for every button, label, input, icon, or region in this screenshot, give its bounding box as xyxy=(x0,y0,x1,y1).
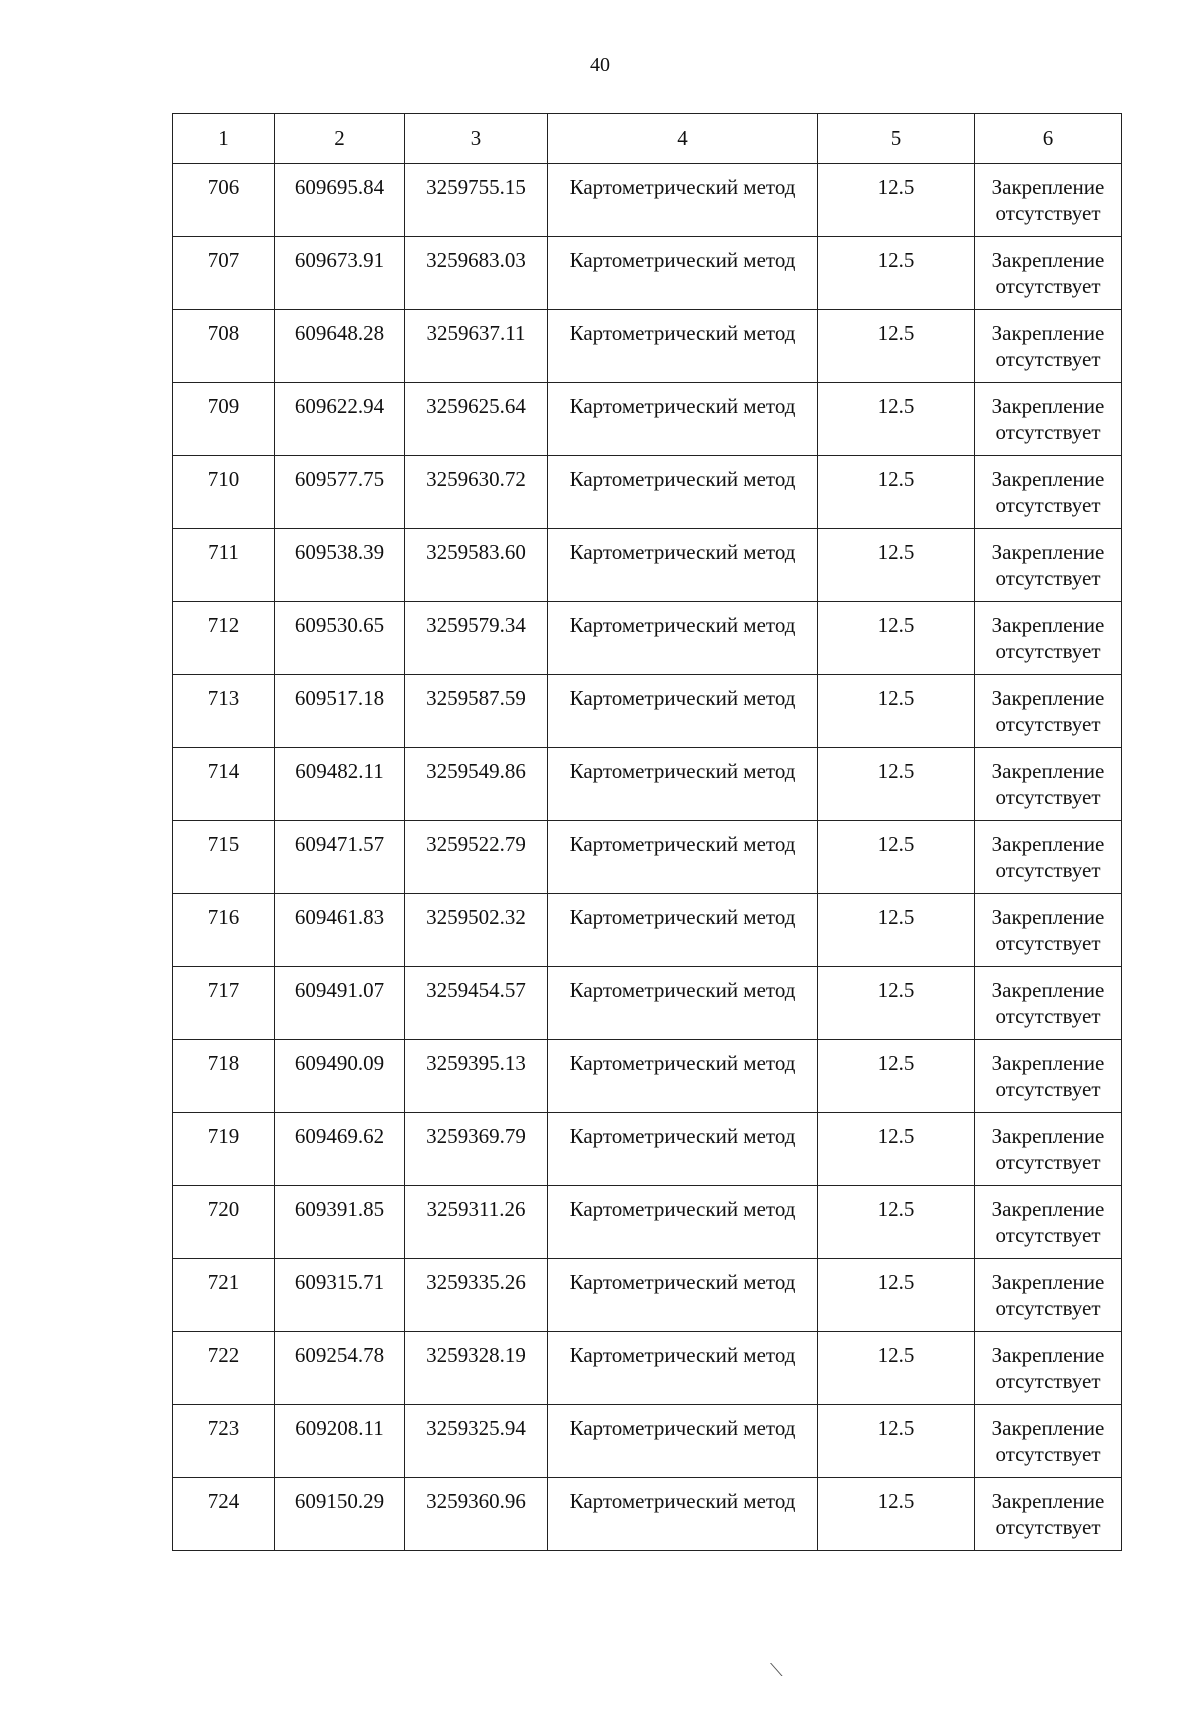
fixing-cell xyxy=(975,529,1122,602)
point-number-cell xyxy=(173,1113,275,1186)
table-row xyxy=(173,894,1122,967)
table-row xyxy=(173,1332,1122,1405)
point-number-cell-text: 720 xyxy=(207,1197,240,1221)
y-coordinate-cell-text: 3259549.86 xyxy=(426,759,526,783)
table-row xyxy=(173,237,1122,310)
header-row xyxy=(173,114,1122,164)
point-number-cell-text: 709 xyxy=(207,394,240,418)
point-number-cell-text: 718 xyxy=(207,1051,240,1075)
method-cell-text: Картометрический метод xyxy=(569,1343,796,1367)
y-coordinate-cell xyxy=(405,237,548,310)
fixing-cell xyxy=(975,1040,1122,1113)
x-coordinate-cell-text: 609491.07 xyxy=(294,978,385,1002)
x-coordinate-cell-text: 609490.09 xyxy=(294,1051,385,1075)
fixing-cell-text: Закрепление отсутствует xyxy=(991,1124,1105,1174)
method-cell xyxy=(548,1478,818,1551)
y-coordinate-cell-text: 3259360.96 xyxy=(426,1489,526,1513)
y-coordinate-cell-text: 3259502.32 xyxy=(426,905,526,929)
header-cell: 3 xyxy=(405,114,548,164)
point-number-cell-text: 710 xyxy=(207,467,240,491)
table-body xyxy=(173,164,1122,1551)
fixing-cell xyxy=(975,894,1122,967)
accuracy-cell-text: 12.5 xyxy=(877,832,915,856)
fixing-cell-text: Закрепление отсутствует xyxy=(991,1051,1105,1101)
accuracy-cell-text: 12.5 xyxy=(877,540,915,564)
table-row xyxy=(173,1040,1122,1113)
point-number-cell-text: 719 xyxy=(207,1124,240,1148)
fixing-cell-text: Закрепление отсутствует xyxy=(991,759,1105,809)
x-coordinate-cell-text: 609695.84 xyxy=(294,175,385,199)
x-coordinate-cell xyxy=(275,1405,405,1478)
accuracy-cell xyxy=(818,310,975,383)
x-coordinate-cell xyxy=(275,821,405,894)
point-number-cell xyxy=(173,1405,275,1478)
fixing-cell xyxy=(975,1113,1122,1186)
point-number-cell-text: 723 xyxy=(207,1416,240,1440)
accuracy-cell xyxy=(818,237,975,310)
x-coordinate-cell xyxy=(275,237,405,310)
fixing-cell-text: Закрепление отсутствует xyxy=(991,175,1105,225)
y-coordinate-cell xyxy=(405,894,548,967)
table-row xyxy=(173,164,1122,237)
accuracy-cell-text: 12.5 xyxy=(877,1270,915,1294)
method-cell-text: Картометрический метод xyxy=(569,175,796,199)
accuracy-cell xyxy=(818,675,975,748)
accuracy-cell xyxy=(818,1478,975,1551)
fixing-cell-text: Закрепление отсутствует xyxy=(991,613,1105,663)
point-number-cell-text: 717 xyxy=(207,978,240,1002)
point-number-cell-text: 721 xyxy=(207,1270,240,1294)
x-coordinate-cell-text: 609315.71 xyxy=(294,1270,385,1294)
method-cell-text: Картометрический метод xyxy=(569,978,796,1002)
point-number-cell xyxy=(173,894,275,967)
fixing-cell-text: Закрепление отсутствует xyxy=(991,1416,1105,1466)
fixing-cell xyxy=(975,1405,1122,1478)
y-coordinate-cell-text: 3259325.94 xyxy=(426,1416,526,1440)
fixing-cell xyxy=(975,310,1122,383)
x-coordinate-cell-text: 609538.39 xyxy=(294,540,385,564)
x-coordinate-cell xyxy=(275,748,405,821)
x-coordinate-cell-text: 609150.29 xyxy=(294,1489,385,1513)
point-number-cell-text: 714 xyxy=(207,759,240,783)
method-cell-text: Картометрический метод xyxy=(569,832,796,856)
coordinates-table xyxy=(172,113,1122,1551)
x-coordinate-cell xyxy=(275,456,405,529)
y-coordinate-cell xyxy=(405,748,548,821)
table-row xyxy=(173,383,1122,456)
y-coordinate-cell xyxy=(405,529,548,602)
fixing-cell-text: Закрепление отсутствует xyxy=(991,394,1105,444)
x-coordinate-cell xyxy=(275,1186,405,1259)
fixing-cell-text: Закрепление отсутствует xyxy=(991,1197,1105,1247)
point-number-cell-text: 711 xyxy=(208,540,239,564)
y-coordinate-cell xyxy=(405,164,548,237)
accuracy-cell xyxy=(818,456,975,529)
header-cell: 6 xyxy=(975,114,1122,164)
fixing-cell-text: Закрепление отсутствует xyxy=(991,1343,1105,1393)
point-number-cell xyxy=(173,602,275,675)
fixing-cell-text: Закрепление отсутствует xyxy=(991,832,1105,882)
method-cell xyxy=(548,748,818,821)
method-cell-text: Картометрический метод xyxy=(569,1416,796,1440)
method-cell-text: Картометрический метод xyxy=(569,1270,796,1294)
point-number-cell xyxy=(173,529,275,602)
header-cell: 1 xyxy=(173,114,275,164)
y-coordinate-cell xyxy=(405,1332,548,1405)
method-cell-text: Картометрический метод xyxy=(569,1124,796,1148)
fixing-cell xyxy=(975,602,1122,675)
method-cell xyxy=(548,1040,818,1113)
x-coordinate-cell-text: 609471.57 xyxy=(294,832,385,856)
fixing-cell xyxy=(975,237,1122,310)
fixing-cell-text: Закрепление отсутствует xyxy=(991,978,1105,1028)
y-coordinate-cell xyxy=(405,1186,548,1259)
y-coordinate-cell xyxy=(405,1405,548,1478)
fixing-cell-text: Закрепление отсутствует xyxy=(991,905,1105,955)
fixing-cell xyxy=(975,1259,1122,1332)
point-number-cell xyxy=(173,748,275,821)
method-cell-text: Картометрический метод xyxy=(569,905,796,929)
method-cell-text: Картометрический метод xyxy=(569,394,796,418)
header-cell: 5 xyxy=(818,114,975,164)
method-cell xyxy=(548,1332,818,1405)
point-number-cell xyxy=(173,1040,275,1113)
x-coordinate-cell-text: 609482.11 xyxy=(295,759,384,783)
method-cell xyxy=(548,821,818,894)
y-coordinate-cell-text: 3259369.79 xyxy=(426,1124,526,1148)
y-coordinate-cell xyxy=(405,602,548,675)
y-coordinate-cell-text: 3259335.26 xyxy=(426,1270,526,1294)
point-number-cell-text: 724 xyxy=(207,1489,240,1513)
table-row xyxy=(173,1405,1122,1478)
accuracy-cell-text: 12.5 xyxy=(877,978,915,1002)
x-coordinate-cell-text: 609461.83 xyxy=(294,905,385,929)
y-coordinate-cell-text: 3259579.34 xyxy=(426,613,526,637)
y-coordinate-cell-text: 3259625.64 xyxy=(426,394,526,418)
y-coordinate-cell xyxy=(405,1113,548,1186)
y-coordinate-cell-text: 3259522.79 xyxy=(426,832,526,856)
point-number-cell xyxy=(173,164,275,237)
accuracy-cell-text: 12.5 xyxy=(877,1343,915,1367)
header-cell: 4 xyxy=(548,114,818,164)
fixing-cell-text: Закрепление отсутствует xyxy=(991,1489,1105,1539)
accuracy-cell xyxy=(818,748,975,821)
table-row xyxy=(173,1113,1122,1186)
accuracy-cell xyxy=(818,967,975,1040)
x-coordinate-cell-text: 609648.28 xyxy=(294,321,385,345)
accuracy-cell-text: 12.5 xyxy=(877,321,915,345)
y-coordinate-cell-text: 3259311.26 xyxy=(426,1197,526,1221)
point-number-cell xyxy=(173,1332,275,1405)
accuracy-cell xyxy=(818,1332,975,1405)
x-coordinate-cell xyxy=(275,164,405,237)
method-cell xyxy=(548,237,818,310)
y-coordinate-cell-text: 3259630.72 xyxy=(426,467,526,491)
method-cell xyxy=(548,967,818,1040)
fixing-cell xyxy=(975,1186,1122,1259)
accuracy-cell-text: 12.5 xyxy=(877,759,915,783)
page-number: 40 xyxy=(590,54,610,76)
method-cell-text: Картометрический метод xyxy=(569,1197,796,1221)
method-cell-text: Картометрический метод xyxy=(569,686,796,710)
accuracy-cell xyxy=(818,602,975,675)
accuracy-cell xyxy=(818,1113,975,1186)
accuracy-cell-text: 12.5 xyxy=(877,1416,915,1440)
method-cell-text: Картометрический метод xyxy=(569,467,796,491)
x-coordinate-cell xyxy=(275,310,405,383)
fixing-cell-text: Закрепление отсутствует xyxy=(991,540,1105,590)
accuracy-cell xyxy=(818,1259,975,1332)
y-coordinate-cell-text: 3259637.11 xyxy=(426,321,526,345)
fixing-cell xyxy=(975,748,1122,821)
point-number-cell xyxy=(173,675,275,748)
y-coordinate-cell xyxy=(405,675,548,748)
point-number-cell-text: 707 xyxy=(207,248,240,272)
point-number-cell-text: 722 xyxy=(207,1343,240,1367)
y-coordinate-cell-text: 3259395.13 xyxy=(426,1051,526,1075)
accuracy-cell-text: 12.5 xyxy=(877,175,915,199)
accuracy-cell-text: 12.5 xyxy=(877,1197,915,1221)
table-row xyxy=(173,748,1122,821)
method-cell xyxy=(548,1405,818,1478)
fixing-cell xyxy=(975,456,1122,529)
table-row xyxy=(173,821,1122,894)
method-cell xyxy=(548,602,818,675)
method-cell-text: Картометрический метод xyxy=(569,613,796,637)
fixing-cell-text: Закрепление отсутствует xyxy=(991,1270,1105,1320)
y-coordinate-cell-text: 3259454.57 xyxy=(426,978,526,1002)
accuracy-cell xyxy=(818,1405,975,1478)
method-cell xyxy=(548,529,818,602)
point-number-cell xyxy=(173,310,275,383)
point-number-cell xyxy=(173,383,275,456)
point-number-cell xyxy=(173,456,275,529)
accuracy-cell xyxy=(818,821,975,894)
accuracy-cell-text: 12.5 xyxy=(877,613,915,637)
x-coordinate-cell-text: 609530.65 xyxy=(294,613,385,637)
point-number-cell xyxy=(173,1259,275,1332)
x-coordinate-cell xyxy=(275,383,405,456)
point-number-cell-text: 708 xyxy=(207,321,240,345)
x-coordinate-cell-text: 609391.85 xyxy=(294,1197,385,1221)
fixing-cell xyxy=(975,675,1122,748)
y-coordinate-cell xyxy=(405,967,548,1040)
fixing-cell xyxy=(975,821,1122,894)
accuracy-cell-text: 12.5 xyxy=(877,1124,915,1148)
scan-mark: ⟍ xyxy=(770,1660,783,1680)
accuracy-cell xyxy=(818,1040,975,1113)
point-number-cell-text: 712 xyxy=(207,613,240,637)
method-cell xyxy=(548,456,818,529)
method-cell xyxy=(548,383,818,456)
accuracy-cell-text: 12.5 xyxy=(877,394,915,418)
fixing-cell-text: Закрепление отсутствует xyxy=(991,467,1105,517)
fixing-cell xyxy=(975,1332,1122,1405)
x-coordinate-cell-text: 609469.62 xyxy=(294,1124,385,1148)
y-coordinate-cell-text: 3259583.60 xyxy=(426,540,526,564)
point-number-cell xyxy=(173,1478,275,1551)
x-coordinate-cell xyxy=(275,529,405,602)
y-coordinate-cell-text: 3259683.03 xyxy=(426,248,526,272)
fixing-cell xyxy=(975,164,1122,237)
table-row xyxy=(173,675,1122,748)
point-number-cell-text: 715 xyxy=(207,832,240,856)
x-coordinate-cell-text: 609254.78 xyxy=(294,1343,385,1367)
point-number-cell-text: 713 xyxy=(207,686,240,710)
method-cell xyxy=(548,1186,818,1259)
y-coordinate-cell xyxy=(405,1478,548,1551)
x-coordinate-cell xyxy=(275,1040,405,1113)
method-cell-text: Картометрический метод xyxy=(569,321,796,345)
accuracy-cell-text: 12.5 xyxy=(877,467,915,491)
fixing-cell xyxy=(975,967,1122,1040)
x-coordinate-cell-text: 609208.11 xyxy=(295,1416,384,1440)
table-row xyxy=(173,456,1122,529)
point-number-cell xyxy=(173,237,275,310)
method-cell-text: Картометрический метод xyxy=(569,248,796,272)
method-cell-text: Картометрический метод xyxy=(569,540,796,564)
x-coordinate-cell xyxy=(275,1113,405,1186)
accuracy-cell-text: 12.5 xyxy=(877,1489,915,1513)
x-coordinate-cell xyxy=(275,1332,405,1405)
method-cell-text: Картометрический метод xyxy=(569,759,796,783)
accuracy-cell xyxy=(818,383,975,456)
accuracy-cell xyxy=(818,894,975,967)
method-cell xyxy=(548,1113,818,1186)
point-number-cell xyxy=(173,1186,275,1259)
method-cell-text: Картометрический метод xyxy=(569,1051,796,1075)
accuracy-cell xyxy=(818,1186,975,1259)
table-row xyxy=(173,529,1122,602)
fixing-cell-text: Закрепление отсутствует xyxy=(991,686,1105,736)
table-row xyxy=(173,1478,1122,1551)
x-coordinate-cell xyxy=(275,602,405,675)
x-coordinate-cell xyxy=(275,967,405,1040)
y-coordinate-cell-text: 3259587.59 xyxy=(426,686,526,710)
x-coordinate-cell xyxy=(275,675,405,748)
y-coordinate-cell xyxy=(405,310,548,383)
accuracy-cell-text: 12.5 xyxy=(877,248,915,272)
y-coordinate-cell xyxy=(405,456,548,529)
fixing-cell xyxy=(975,383,1122,456)
y-coordinate-cell-text: 3259755.15 xyxy=(426,175,526,199)
accuracy-cell xyxy=(818,529,975,602)
accuracy-cell-text: 12.5 xyxy=(877,686,915,710)
y-coordinate-cell xyxy=(405,1040,548,1113)
method-cell xyxy=(548,310,818,383)
point-number-cell xyxy=(173,821,275,894)
x-coordinate-cell xyxy=(275,1478,405,1551)
method-cell xyxy=(548,164,818,237)
accuracy-cell xyxy=(818,164,975,237)
x-coordinate-cell xyxy=(275,1259,405,1332)
method-cell xyxy=(548,675,818,748)
point-number-cell xyxy=(173,967,275,1040)
table-row xyxy=(173,310,1122,383)
point-number-cell-text: 706 xyxy=(207,175,240,199)
y-coordinate-cell xyxy=(405,383,548,456)
accuracy-cell-text: 12.5 xyxy=(877,905,915,929)
method-cell-text: Картометрический метод xyxy=(569,1489,796,1513)
fixing-cell-text: Закрепление отсутствует xyxy=(991,248,1105,298)
method-cell xyxy=(548,1259,818,1332)
fixing-cell xyxy=(975,1478,1122,1551)
y-coordinate-cell xyxy=(405,821,548,894)
table-row xyxy=(173,967,1122,1040)
accuracy-cell-text: 12.5 xyxy=(877,1051,915,1075)
y-coordinate-cell-text: 3259328.19 xyxy=(426,1343,526,1367)
y-coordinate-cell xyxy=(405,1259,548,1332)
table-row xyxy=(173,1186,1122,1259)
fixing-cell-text: Закрепление отсутствует xyxy=(991,321,1105,371)
table-row xyxy=(173,602,1122,675)
x-coordinate-cell-text: 609673.91 xyxy=(294,248,385,272)
table-row xyxy=(173,1259,1122,1332)
header-cell: 2 xyxy=(275,114,405,164)
x-coordinate-cell-text: 609577.75 xyxy=(294,467,385,491)
x-coordinate-cell-text: 609517.18 xyxy=(294,686,385,710)
method-cell xyxy=(548,894,818,967)
x-coordinate-cell-text: 609622.94 xyxy=(294,394,385,418)
point-number-cell-text: 716 xyxy=(207,905,240,929)
x-coordinate-cell xyxy=(275,894,405,967)
